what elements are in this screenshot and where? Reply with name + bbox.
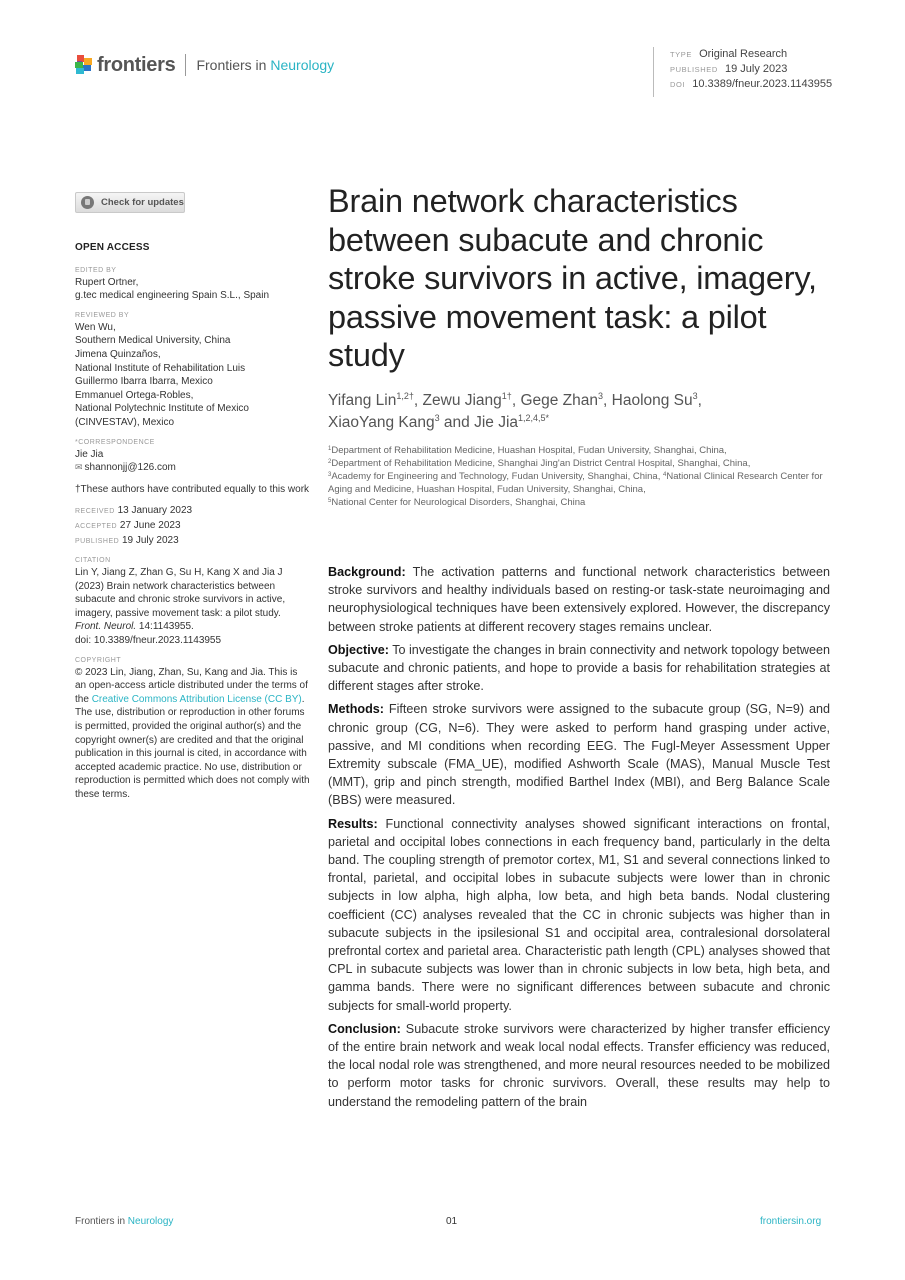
- affil-number: 5: [328, 498, 332, 504]
- published-date: [75, 534, 310, 549]
- affil-number: 4: [663, 472, 667, 478]
- date-value: 19 July 2023: [121, 534, 179, 546]
- meta-type: [670, 47, 832, 62]
- copyright-section: [75, 656, 310, 802]
- section-key: *CORRESPONDENCE: [75, 438, 155, 446]
- author-affil-marker: 1†: [501, 391, 512, 401]
- envelope-icon: ✉: [75, 462, 83, 473]
- abstract-text: The activation patterns and functional network characteristics between stroke survivors and healthy individuals based on resting-or task-state neuroimaging and neurophysiological techniques have been extensively explored. However, the discrepancy between stroke patients at different recovery stages remains unclear.: [328, 565, 830, 634]
- affiliations: [328, 444, 828, 509]
- author-name: Zewu Jiang: [422, 392, 502, 409]
- equal-contribution-note: †These authors have contributed equally to this work: [75, 483, 310, 495]
- affiliation: Academy for Engineering and Technology, Fudan University, Shanghai, China,: [331, 471, 661, 482]
- author-name: Yifang Lin: [328, 392, 397, 409]
- author-affil-marker: 3: [692, 391, 698, 401]
- author[interactable]: [612, 392, 698, 409]
- author-name: Jie Jia: [474, 414, 519, 431]
- author-name: Gege Zhan: [520, 392, 598, 409]
- article-meta: [653, 47, 832, 97]
- frontiers-logo-icon: [75, 55, 93, 75]
- affil-number: 1: [328, 446, 332, 452]
- date-value: 13 January 2023: [117, 505, 193, 517]
- footer-journal-name: Neurology: [127, 1216, 174, 1227]
- reviewer-affiliation: (CINVESTAV), Mexico: [75, 416, 175, 428]
- affiliation: National Center for Neurological Disorders, Shanghai, China: [331, 497, 586, 508]
- author-affil-marker: 3: [598, 391, 604, 401]
- affil-number: 2: [328, 459, 332, 465]
- affiliation: Department of Rehabilitation Medicine, Huashan Hospital, Fudan University, Shanghai, China,: [331, 445, 727, 456]
- author[interactable]: [474, 414, 549, 431]
- affil-number: 3: [328, 472, 332, 478]
- citation-journal: Front. Neurol.: [75, 621, 137, 633]
- citation-section: [75, 556, 310, 648]
- brand-name: frontiers: [97, 53, 176, 76]
- reviewer-affiliation: National Institute of Rehabilitation Luis: [75, 362, 246, 374]
- correspondence-section: [75, 438, 310, 475]
- editor-name: Rupert Ortner,: [75, 276, 139, 288]
- journal-prefix: Frontiers in: [196, 57, 267, 73]
- abstract-text: Subacute stroke survivors were characterized by higher transfer efficiency of the entire brain network and weak local nodal effects. Transfer efficiency was reduced, the local nodal role was strengthened, and more neural resources needed to be mobilized to perform motor tasks for chronic survivors. Overall, these results may help to understand the remodeling pattern of the brain: [328, 1021, 831, 1109]
- abstract-heading: Objective:: [328, 642, 389, 657]
- meta-value: 19 July 2023: [724, 63, 788, 75]
- author-affil-marker: 1,2,4,5*: [518, 413, 550, 423]
- author-affil-marker: 3: [434, 413, 440, 423]
- citation-text: Lin Y, Jiang Z, Zhan G, Su H, Kang X and Jia J (2023) Brain network characteristics between subacute and chronic stroke survivors in active, imagery, passive movement task: a pilot study.: [75, 567, 286, 619]
- author-separator: ,: [511, 392, 521, 409]
- reviewed-by-section: [75, 311, 310, 430]
- correspondence-email-line[interactable]: [75, 461, 310, 475]
- author-separator: ,: [697, 392, 702, 409]
- citation-doi[interactable]: doi: 10.3389/fneur.2023.1143955: [75, 635, 222, 647]
- abstract-methods: [328, 700, 830, 809]
- open-access-label: OPEN ACCESS: [75, 242, 150, 253]
- abstract: [328, 563, 830, 1116]
- affiliation: National Clinical Research Center for Aging and Medicine, Huashan Hospital, Fudan University, Shanghai, China,: [328, 471, 823, 495]
- abstract-text: Functional connectivity analyses showed significant interactions on frontal, parietal and occipital lobes connections in each frequency band, particularly in the delta band. The coupling strength of premotor cortex, M1, S1 and several connections linked to frontal, parietal, and occipital lobes in subacute subjects were lower than in chronic subjects in low alpha, high alpha, low beta, and high beta bands. Nodal clustering coefficient (CC) analyses revealed that the CC in chronic subjects was higher than in subacute subjects in the ipsilesional S1 and occipital area, contralesional dorsolateral prefrontal cortex and parietal area. Characteristic path length (CPL) analyses showed that CPL in subacute subjects was lower than in chronic subjects in low beta, high beta, and gamma bands. There were no significant differences between subacute and chronic subjects for small-world property.: [328, 816, 831, 1013]
- reviewer-name: Wen Wu,: [75, 321, 116, 333]
- abstract-text: Fifteen stroke survivors were assigned to the subacute group (SG, N=9) and chronic group (CG, N=6). They were asked to perform hand grasping under active, passive, and MI conditions when recording EEG. The Fugl-Meyer Assessment Upper Extremity subscale (FMA_UE), modified Ashworth Scale (MAS), Manual Muscle Test (MMT), grip and pinch strength, modified Barthel Index (MBI), and Berg Balance Scale (BBS) were measured.: [328, 702, 831, 808]
- dates-section: [75, 504, 310, 548]
- section-key: REVIEWED BY: [75, 311, 130, 319]
- abstract-heading: Methods:: [328, 702, 384, 717]
- editor-affiliation: g.tec medical engineering Spain S.L., Spain: [75, 290, 270, 302]
- meta-key: TYPE: [670, 50, 692, 59]
- date-value: 27 June 2023: [119, 519, 181, 531]
- bookmark-icon: [81, 196, 94, 209]
- frontiers-logo[interactable]: [75, 53, 334, 77]
- correspondence-email[interactable]: shannonjj@126.com: [84, 462, 176, 474]
- reviewer-affiliation: Guillermo Ibarra Ibarra, Mexico: [75, 376, 213, 388]
- citation-journal-line: [75, 620, 310, 634]
- meta-key: DOI: [670, 80, 686, 89]
- date-key: ACCEPTED: [75, 522, 118, 530]
- check-updates-label: Check for updates: [101, 197, 184, 208]
- cc-by-license-link[interactable]: Creative Commons Attribution License (CC BY): [91, 693, 302, 705]
- author[interactable]: [328, 414, 440, 431]
- citation-volume: 14:1143955.: [138, 621, 194, 633]
- meta-published: [670, 62, 832, 77]
- brand-divider: [185, 54, 186, 76]
- reviewer-affiliation: National Polytechnic Institute of Mexico: [75, 403, 249, 415]
- author-separator: ,: [413, 392, 423, 409]
- abstract-objective: [328, 641, 830, 696]
- author[interactable]: [423, 392, 512, 409]
- author-separator: and: [439, 414, 475, 431]
- abstract-conclusion: [328, 1020, 830, 1111]
- abstract-heading: Background:: [328, 565, 406, 579]
- sidebar: [75, 241, 310, 810]
- date-key: PUBLISHED: [75, 537, 120, 545]
- edited-by-section: [75, 266, 310, 303]
- author[interactable]: [328, 392, 414, 409]
- abstract-results: [328, 815, 830, 1015]
- author-name: Haolong Su: [611, 392, 693, 409]
- abstract-background: [328, 563, 830, 636]
- meta-value: Original Research: [699, 48, 788, 60]
- author[interactable]: [520, 392, 603, 409]
- article-title: Brain network characteristics between subacute and chronic stroke survivors in active, imagery, passive movement task: a pilot study: [328, 183, 817, 373]
- copyright-text: . The use, distribution or reproduction in other forums is permitted, provided the original author(s) and the copyright owner(s) are credited and that the original publication in this journal is cited, in accordance with accepted academic practice. No use, distribution or reproduction is permitted which does not comply with these terms.: [75, 693, 310, 800]
- meta-key: PUBLISHED: [670, 65, 718, 74]
- footer-journal-prefix: Frontiers in: [75, 1216, 126, 1227]
- author-separator: ,: [603, 392, 612, 409]
- abstract-heading: Results:: [328, 816, 378, 831]
- page-number: 01: [446, 1216, 458, 1227]
- journal-title: Neurology: [270, 57, 335, 73]
- footer-journal[interactable]: [75, 1216, 173, 1227]
- author-name: XiaoYang Kang: [328, 414, 435, 431]
- correspondence-name: Jie Jia: [75, 448, 104, 460]
- section-key: EDITED BY: [75, 266, 117, 274]
- meta-doi[interactable]: [670, 77, 832, 92]
- reviewer-affiliation: Southern Medical University, China: [75, 335, 231, 347]
- section-key: CITATION: [75, 557, 111, 565]
- meta-value[interactable]: 10.3389/fneur.2023.1143955: [692, 78, 833, 90]
- accepted-date: [75, 519, 310, 534]
- copyright-text: © 2023 Lin, Jiang, Zhan, Su, Kang and Jia. This is an open-access article distributed under the terms of the: [75, 666, 308, 705]
- reviewer-name: Emmanuel Ortega-Robles,: [75, 389, 194, 401]
- author-list: [328, 390, 838, 434]
- received-date: [75, 504, 310, 519]
- check-for-updates-button[interactable]: [75, 192, 185, 213]
- reviewer-name: Jimena Quinzaños,: [75, 348, 161, 360]
- author-affil-marker: 1,2†: [396, 391, 414, 401]
- abstract-heading: Conclusion:: [328, 1021, 401, 1036]
- section-key: COPYRIGHT: [75, 656, 122, 664]
- frontiersin-link[interactable]: frontiersin.org: [760, 1216, 822, 1227]
- abstract-text: To investigate the changes in brain connectivity and network topology between subacute and chronic patients, and hope to provide a basis for rehabilitation strategies at different stages after stroke.: [328, 642, 830, 694]
- date-key: RECEIVED: [75, 508, 115, 516]
- affiliation: Department of Rehabilitation Medicine, Shanghai Jing'an District Central Hospital, Shanghai, China,: [331, 458, 751, 469]
- journal-name[interactable]: [196, 57, 334, 73]
